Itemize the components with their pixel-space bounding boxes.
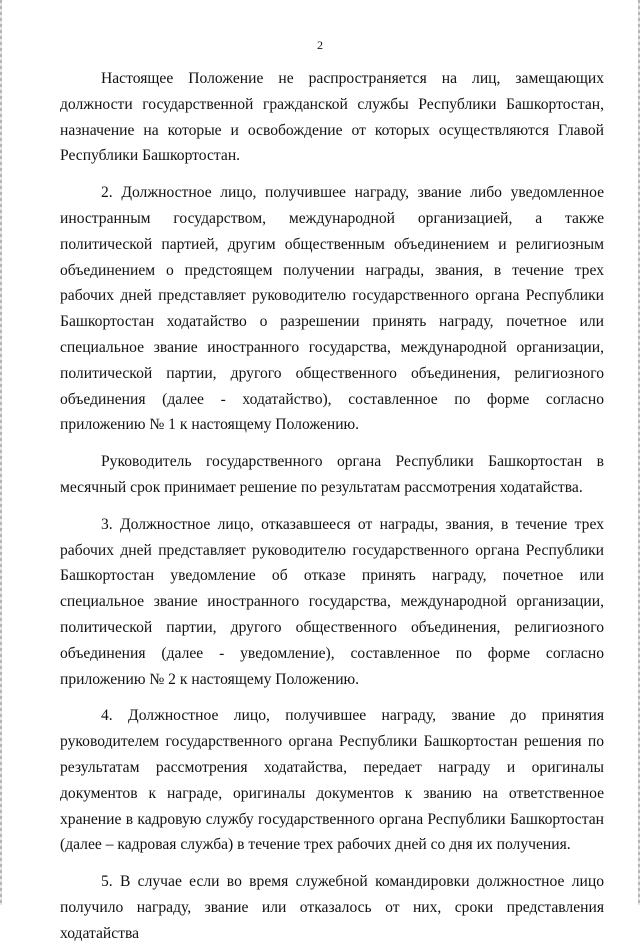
scan-edge-left	[0, 0, 2, 905]
paragraph-2-petition: 2. Должностное лицо, получившее награду, звание либо уведомленное иностранным государством, международной организацией, а также политической партией, другим общественным объединением и религиозным объединением о предстоящем получении награды, звания, в течение трех рабочих дней представляет руководителю государственного органа Республики Башкортостан ходатайство о разрешении принять награду, почетное или специальное звание иностранного государства, международной организации, политической партии, другого общественного объединения, религиозного объединения (далее - ходатайство), составленное по форме согласно приложению № 1 к настоящему Положению.	[60, 184, 604, 434]
paragraph-scope: Настоящее Положение не распространяется на лиц, замещающих должности государственной гражданской службы Республики Башкортостан, назначение на которые и освобождение от которых осуществляются Главой Республики Башкортостан.	[60, 70, 604, 165]
paragraph-head-decision: Руководитель государственного органа Республики Башкортостан в месячный срок принимает решение по результатам рассмотрения ходатайства.	[60, 453, 604, 496]
page-number: 2	[317, 38, 323, 52]
document-body	[60, 66, 604, 947]
paragraph-3-refusal: 3. Должностное лицо, отказавшееся от награды, звания, в течение трех рабочих дней представляет руководителю государственного органа Республики Башкортостан уведомление об отказе принять награду, почетное или специальное звание иностранного государства, международной организации, политической партии, другого общественного объединения, религиозного объединения (далее - уведомление), составленное по форме согласно приложению № 2 к настоящему Положению.	[60, 515, 604, 688]
paragraph-5-business-trip: 5. В случае если во время служебной командировки должностное лицо получило награду, звание или отказалось от них, сроки представления ходатайства	[60, 873, 604, 942]
paragraph-4-transfer: 4. Должностное лицо, получившее награду, звание до принятия руководителем государственного органа Республики Башкортостан решения по результатам рассмотрения ходатайства, передает награду и оригиналы документов к награде, оригиналы документов к званию на ответственное хранение в кадровую службу государственного органа Республики Башкортостан (далее – кадровая служба) в течение трех рабочих дней со дня их получения.	[60, 707, 604, 854]
